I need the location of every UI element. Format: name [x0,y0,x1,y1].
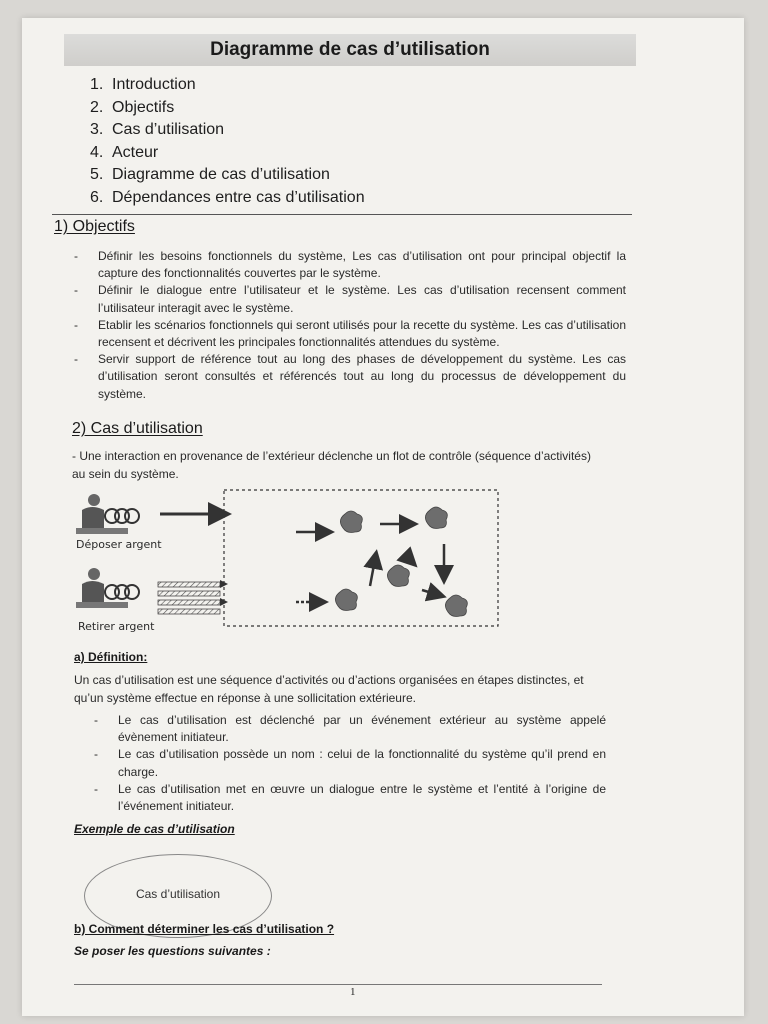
use-case-ellipse-label: Cas d’utilisation [135,887,221,901]
page-number: 1 [350,986,356,998]
page-title: Diagramme de cas d’utilisation [64,34,636,66]
list-item: - Définir les besoins fonctionnels du système, Les cas d’utilisation ont pour principal objectif la capture des fonctionnalités couvertes par le système. [74,248,626,282]
section-heading-cas-utilisation: 2) Cas d’utilisation [72,420,203,437]
list-item: - Le cas d’utilisation possède un nom : celui de la fonctionnalité du système qu’il prend en charge. [94,746,606,780]
toc-item: 5. Diagramme de cas d’utilisation [90,166,330,184]
actor-icon [76,568,139,608]
toc-item: 3. Cas d’utilisation [90,121,225,139]
toc-item: 6. Dépendances entre cas d’utilisation [90,188,365,206]
intro-paragraph: - Une interaction en provenance de l’extérieur déclenche un flot de contrôle (séquence d’activités) au sein du système. [72,449,591,481]
list-item: - Servir support de référence tout au long des phases de développement du système. Les cas d’utilisation seront consultés et référencés tout au long du processus de développement du système. [74,351,626,403]
label-retirer-argent: Retirer argent [78,620,155,633]
list-item: - Définir le dialogue entre l’utilisateur et le système. Les cas d’utilisation recensent comment l’utilisateur interagit avec le système. [74,282,626,316]
toc-item: 1. Introduction [90,76,196,93]
how-subheading: Se poser les questions suivantes : [74,944,271,958]
definition-paragraph: Un cas d’utilisation est une séquence d’activités ou d’actions organisées en étapes distinctes, et qu’un système effectue en réponse à une sollicitation extérieure. [74,673,584,705]
document-page [22,18,744,1016]
objectives-list [74,248,626,403]
section-divider [52,214,632,215]
definition-list [94,712,606,815]
table-of-contents [90,74,365,210]
toc-item: 2. Objectifs [90,98,175,116]
toc-item: 4. Acteur [90,143,159,161]
system-flow-figure [68,488,528,638]
actor-icon [76,494,139,534]
list-item: - Le cas d’utilisation met en œuvre un dialogue entre le système et l’entité à l’origine de l’événement initiateur. [94,781,606,815]
example-heading: Exemple de cas d’utilisation [74,822,235,836]
how-heading: b) Comment déterminer les cas d’utilisation ? [74,922,335,936]
flow-arrows [296,524,444,602]
label-deposer-argent: Déposer argent [76,538,162,551]
footer-divider [74,984,602,985]
definition-heading: a) Définition: [74,650,148,664]
list-item: - Etablir les scénarios fonctionnels qui seront utilisés pour la recette du système. Les cas d’utilisation recensent et décrivent les principales fonctionnalités attendues du système. [74,317,626,351]
hatched-arrows [158,580,228,614]
section-heading-objectifs: 1) Objectifs [54,218,135,235]
list-item: - Le cas d’utilisation est déclenché par un événement extérieur au système appelé évènement initiateur. [94,712,606,746]
